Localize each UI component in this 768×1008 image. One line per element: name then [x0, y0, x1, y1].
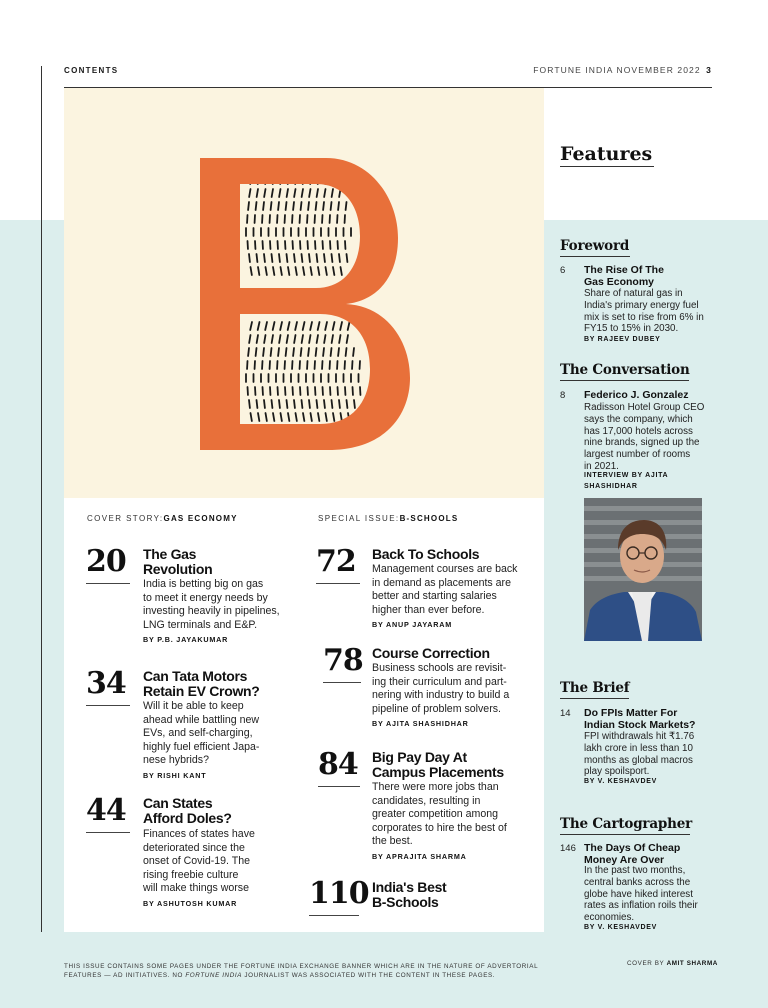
page-num: 44	[86, 793, 126, 828]
page-stripe	[316, 348, 317, 356]
page-stripe	[257, 335, 258, 343]
desc-line: greater competition among	[372, 808, 499, 820]
desc-line: in demand as placements are	[372, 576, 511, 589]
desc-line: highly fuel efficient Japa-	[143, 740, 260, 753]
num-rule	[316, 583, 360, 584]
byline: BY V. KESHAVDEV	[584, 778, 658, 785]
page-stripe	[293, 348, 294, 356]
page-stripe	[258, 267, 259, 275]
page-stripe	[340, 322, 342, 330]
desc-line: Business schools are revisit-	[372, 662, 507, 674]
desc-line: will make things worse	[143, 882, 249, 894]
byline-line: SHASHIDHAR	[584, 483, 638, 490]
num-rule	[86, 705, 130, 706]
title-line: India's Best	[372, 879, 447, 895]
page-stripe	[251, 413, 252, 421]
features-heading: Features	[560, 143, 653, 165]
entry-desc	[372, 781, 507, 849]
desc-line: In the past two months,	[584, 865, 686, 876]
page-stripe	[273, 322, 275, 330]
page-stripe	[287, 400, 288, 408]
page-stripe	[278, 202, 279, 210]
desc-line: India is betting big on gas	[143, 578, 264, 590]
title-line: Can Tata Motors	[143, 668, 248, 684]
page-stripe	[279, 189, 280, 197]
page-stripe	[317, 189, 318, 197]
desc-line: nese hybrids?	[143, 754, 209, 766]
page-stripe	[279, 335, 280, 343]
page-stripe	[317, 254, 318, 262]
feature-title[interactable]	[584, 842, 680, 866]
section-name: The Conversation	[560, 362, 690, 378]
page-stripe	[339, 400, 340, 408]
num-rule	[86, 832, 130, 833]
desc-line: India's primary energy fuel	[584, 299, 699, 311]
page-stripe	[309, 400, 310, 408]
margin-rule	[41, 66, 42, 932]
desc-line: ahead while battling new	[143, 713, 260, 726]
section-underline	[560, 256, 630, 257]
page-stripe	[316, 202, 317, 210]
page-stripe	[293, 202, 294, 210]
page-num: 34	[86, 666, 126, 701]
num-rule	[318, 786, 360, 787]
page-stripe	[311, 413, 312, 421]
desc-line: in 2021.	[584, 460, 619, 472]
title-line: The Days Of Cheap	[584, 842, 681, 854]
page-stripe	[317, 400, 318, 408]
page-stripe	[294, 400, 295, 408]
page-stripe	[303, 322, 305, 330]
page-stripe	[302, 189, 303, 197]
page-stripe	[339, 254, 340, 262]
page-stripe	[249, 189, 250, 197]
entry-title[interactable]	[143, 547, 212, 577]
entry-desc	[372, 662, 509, 716]
page-stripe	[294, 254, 295, 262]
page-stripe	[323, 348, 324, 356]
page-stripe	[256, 202, 257, 210]
page-stripe	[308, 202, 309, 210]
desc-line: There were more jobs than	[372, 781, 499, 793]
page-stripe	[341, 267, 342, 275]
section-underline	[560, 698, 629, 699]
page-stripe	[271, 202, 272, 210]
desc-line: FY15 to 15% in 2030.	[584, 323, 679, 335]
desc-line: rates as inflation roils their	[584, 900, 698, 912]
desc-line: deteriorated since the	[143, 841, 245, 854]
num-rule	[323, 682, 361, 683]
page-stripe	[341, 413, 342, 421]
page-stripe	[301, 348, 302, 356]
desc-line: Management courses are back	[372, 563, 518, 575]
page-stripe	[278, 348, 279, 356]
page-stripe	[288, 413, 289, 421]
entry-title[interactable]	[372, 880, 446, 910]
page-num: 8	[560, 390, 566, 401]
desc-line: months as global macros	[584, 754, 693, 766]
page-num: 110	[309, 876, 369, 911]
page-stripe	[323, 202, 324, 210]
page-stripe	[279, 254, 280, 262]
entry-title[interactable]	[143, 796, 232, 826]
page-stripe	[324, 335, 325, 343]
features-underline	[560, 166, 654, 167]
page-stripe	[295, 322, 297, 330]
feature-desc	[584, 288, 704, 335]
title-line: Retain EV Crown?	[143, 683, 260, 699]
byline: BY AJITA SHASHIDHAR	[372, 719, 469, 728]
entry-title[interactable]: Back To Schools	[372, 546, 480, 562]
byline: BY APRAJITA SHARMA	[372, 852, 467, 861]
byline: BY RISHI KANT	[143, 771, 207, 780]
page-stripe	[324, 400, 325, 408]
page-stripe	[302, 335, 303, 343]
page-num: 20	[86, 544, 126, 579]
page-stripe	[248, 202, 249, 210]
desc-line: nering with industry to build a	[372, 689, 510, 701]
cover-story-topic: GAS ECONOMY	[163, 514, 238, 523]
page-stripe	[309, 254, 310, 262]
byline: BY RAJEEV DUBEY	[584, 336, 661, 343]
page-stripe	[302, 400, 303, 408]
page-stripe	[346, 202, 347, 210]
page-stripe	[332, 400, 333, 408]
section-underline	[560, 380, 689, 381]
page-stripe	[311, 267, 312, 275]
page-stripe	[338, 202, 339, 210]
desc-line: investing heavily in pipelines,	[143, 605, 280, 617]
page-stripe	[332, 189, 333, 197]
desc-line: onset of Covid-19. The	[143, 855, 250, 867]
page-stripe	[286, 348, 287, 356]
publication-name: FORTUNE INDIA NOVEMBER 2022	[533, 65, 701, 75]
page-stripe	[287, 254, 288, 262]
page-stripe	[318, 322, 320, 330]
desc-line: LNG terminals and E&P.	[143, 618, 258, 631]
page-stripe	[332, 335, 333, 343]
page-stripe	[266, 267, 267, 275]
desc-line: globe have hiked interest	[584, 888, 693, 900]
page-stripe	[296, 267, 297, 275]
b-letter-icon	[64, 88, 544, 498]
page-stripe	[258, 322, 260, 330]
page-stripe	[264, 335, 265, 343]
b-letter-shape	[200, 158, 410, 450]
page-stripe	[339, 335, 340, 343]
page-stripe	[347, 254, 348, 262]
cover-story-label	[87, 514, 238, 523]
page-stripe	[288, 267, 289, 275]
page-stripe	[296, 413, 297, 421]
byline: BY ASHUTOSH KUMAR	[143, 899, 238, 908]
page-stripe	[348, 322, 350, 330]
page-stripe	[257, 400, 258, 408]
credit-name: AMIT SHARMA	[666, 960, 718, 967]
credit-prefix: COVER BY	[627, 960, 667, 967]
page-num: 84	[318, 747, 358, 782]
page-stripe	[263, 348, 264, 356]
page-num: 14	[560, 708, 571, 719]
section-name: The Brief	[560, 680, 630, 696]
section-underline	[560, 834, 690, 835]
page-stripe	[286, 202, 287, 210]
section-name: Foreword	[560, 238, 630, 254]
advertorial-note	[64, 962, 538, 980]
page-stripe	[331, 202, 332, 210]
cover-story-prefix: COVER STORY:	[87, 514, 164, 523]
page-stripe	[318, 413, 319, 421]
special-issue-label	[318, 514, 458, 523]
desc-line: Radisson Hotel Group CEO	[584, 402, 705, 413]
title-line: B-Schools	[372, 894, 439, 910]
desc-line: mix is set to rise from 6% in	[584, 311, 704, 323]
desc-line: play spoilsport.	[584, 766, 650, 778]
entry-desc	[372, 563, 517, 617]
page-stripe	[324, 254, 325, 262]
desc-line: FPI withdrawals hit ₹1.76	[584, 731, 695, 742]
byline	[584, 470, 668, 492]
page-stripe	[256, 348, 257, 356]
desc-line: says the company, which	[584, 413, 693, 425]
title-line: The Rise Of The	[584, 264, 664, 276]
page-stripe	[263, 202, 264, 210]
page-num: 78	[323, 643, 363, 678]
page-stripe	[257, 189, 258, 197]
desc-line: Share of natural gas in	[584, 288, 683, 299]
page-stripe	[317, 335, 318, 343]
desc-line: lakh crore in less than 10	[584, 742, 693, 754]
title-line: Money Are Over	[584, 854, 665, 866]
entry-desc	[143, 578, 280, 632]
desc-line: EVs, and self-charging,	[143, 727, 253, 739]
page-stripe	[303, 267, 304, 275]
page-stripe	[294, 189, 295, 197]
page-stripe	[281, 267, 282, 275]
page-stripe	[273, 267, 274, 275]
feature-title[interactable]	[584, 264, 664, 288]
feature-desc	[584, 865, 698, 924]
desc-line: ing their curriculum and part-	[372, 675, 507, 688]
page-stripe	[273, 413, 274, 421]
page-stripe	[294, 335, 295, 343]
special-issue-topic: B-SCHOOLS	[399, 514, 459, 523]
page-stripe	[318, 267, 319, 275]
byline: BY ANUP JAYARAM	[372, 620, 453, 629]
title-line: Do FPIs Matter For	[584, 707, 678, 719]
page-num: 146	[560, 843, 576, 854]
folio	[533, 65, 712, 75]
page-stripe	[332, 254, 333, 262]
page-stripe	[280, 322, 282, 330]
desc-line: rising freebie culture	[143, 868, 239, 881]
byline-line: INTERVIEW BY AJITA	[584, 472, 669, 479]
page-stripe	[302, 254, 303, 262]
page-stripe	[266, 413, 267, 421]
note-line: FEATURES — AD INITIATIVES. NO	[64, 972, 186, 979]
byline: BY P.B. JAYAKUMAR	[143, 635, 229, 644]
page-stripe	[326, 413, 327, 421]
cover-illustration[interactable]	[64, 88, 544, 498]
page-stripe	[264, 400, 265, 408]
desc-line: economies.	[584, 912, 635, 924]
title-line: The Gas	[143, 546, 197, 562]
page-stripe	[264, 189, 265, 197]
desc-line: has 17,000 hotels across	[584, 425, 693, 437]
entry-desc	[143, 828, 255, 896]
page-stripe	[303, 413, 304, 421]
title-line: Indian Stock Markets?	[584, 719, 696, 731]
page-stripe	[309, 189, 310, 197]
title-line: Revolution	[143, 561, 213, 577]
desc-line: candidates, resulting in	[372, 794, 481, 807]
desc-line: nine brands, signed up the	[584, 437, 700, 449]
page-stripe	[326, 267, 327, 275]
page-stripe	[301, 202, 302, 210]
page-stripe	[271, 348, 272, 356]
feature-desc	[584, 402, 704, 473]
page-stripe	[346, 348, 347, 356]
page-stripe	[347, 335, 348, 343]
feature-title[interactable]: Federico J. Gonzalez	[584, 389, 689, 401]
entry-title[interactable]	[372, 750, 504, 780]
page-stripe	[325, 322, 327, 330]
byline: BY V. KESHAVDEV	[584, 924, 658, 931]
page-stripe	[333, 267, 334, 275]
page-stripe	[287, 335, 288, 343]
page-num: 6	[560, 265, 566, 276]
title-line: Can States	[143, 795, 213, 811]
desc-line: corporates to hire the best of	[372, 821, 507, 834]
page-stripe	[272, 189, 273, 197]
note-emphasis: FORTUNE INDIA	[185, 972, 243, 979]
feature-desc	[584, 731, 694, 778]
page-stripe	[265, 322, 267, 330]
page-stripe	[272, 254, 273, 262]
title-line: Afford Doles?	[143, 810, 232, 826]
desc-line: central banks across the	[584, 876, 691, 888]
page-stripe	[249, 335, 250, 343]
page-stripe	[333, 413, 334, 421]
page-stripe	[354, 400, 355, 408]
page-stripe	[249, 400, 250, 408]
title-line: Big Pay Day At	[372, 749, 467, 765]
page-stripe	[308, 348, 309, 356]
page-stripe	[288, 322, 290, 330]
page-stripe	[264, 254, 265, 262]
num-rule	[309, 915, 359, 916]
page-stripe	[353, 348, 354, 356]
page-stripe	[338, 348, 339, 356]
title-line: Gas Economy	[584, 276, 655, 288]
page-stripe	[249, 254, 250, 262]
desc-line: to meet it energy needs by	[143, 591, 268, 604]
page-stripe	[250, 322, 252, 330]
desc-line: Will it be able to keep	[143, 700, 244, 712]
page-num: 72	[316, 544, 356, 579]
section-header: CONTENTS	[64, 66, 119, 75]
page-stripe	[272, 335, 273, 343]
page-stripe	[309, 335, 310, 343]
feature-title[interactable]	[584, 707, 695, 731]
note-line: JOURNALIST WAS ASSOCIATED WITH THE CONTENT IN THESE PAGES.	[242, 972, 496, 979]
page-stripe	[331, 348, 332, 356]
page-stripe	[251, 267, 252, 275]
desc-line: Finances of states have	[143, 828, 255, 840]
desc-line: largest number of rooms	[584, 449, 691, 461]
page-stripe	[310, 322, 312, 330]
page-number: 3	[706, 65, 712, 75]
entry-title[interactable]	[143, 669, 260, 699]
page-stripe	[258, 413, 259, 421]
page-stripe	[272, 400, 273, 408]
page-stripe	[279, 400, 280, 408]
section-name: The Cartographer	[560, 816, 693, 832]
desc-line: the best.	[372, 835, 413, 847]
page-stripe	[287, 189, 288, 197]
portrait-image	[584, 498, 702, 641]
title-line: Campus Placements	[372, 764, 504, 780]
page-stripe	[333, 322, 335, 330]
page-stripe	[257, 254, 258, 262]
portrait-photo[interactable]	[584, 498, 702, 641]
desc-line: pipeline of problem solvers.	[372, 702, 501, 715]
note-line: THIS ISSUE CONTAINS SOME PAGES UNDER THE FORTUNE INDIA EXCHANGE BANNER WHICH ARE IN THE NATURE OF ADVERTORIAL	[64, 963, 539, 970]
desc-line: higher than ever before.	[372, 603, 485, 616]
page-stripe	[248, 348, 249, 356]
desc-line: better and starting salaries	[372, 590, 497, 602]
page-stripe	[347, 400, 348, 408]
page-stripe	[324, 189, 325, 197]
num-rule	[86, 583, 130, 584]
entry-title[interactable]: Course Correction	[372, 645, 490, 661]
cover-credit	[627, 960, 718, 967]
entry-desc	[143, 700, 259, 768]
page-stripe	[281, 413, 282, 421]
special-issue-prefix: SPECIAL ISSUE:	[318, 514, 400, 523]
